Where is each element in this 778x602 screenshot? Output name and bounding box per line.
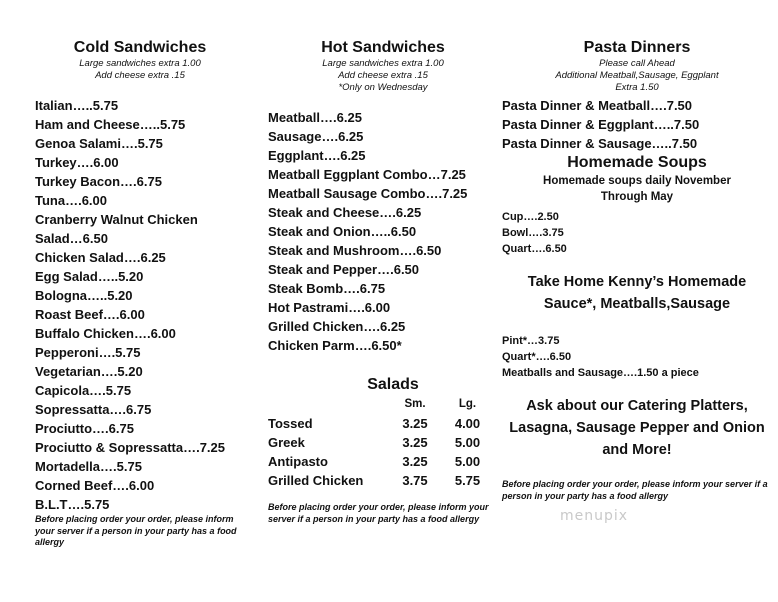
menu-item: Pasta Dinner & Meatball….7.50 [502, 98, 693, 113]
soup-item: Bowl….3.75 [502, 227, 564, 239]
size-large-header: Lg. [458, 398, 477, 410]
soups-title: Homemade Soups [567, 154, 707, 171]
menu-item: Roast Beef….6.00 [35, 307, 145, 322]
salads-title: Salads [367, 376, 419, 393]
menu-item: Egg Salad…..5.20 [35, 269, 144, 284]
salad-sm-price: 3.25 [402, 435, 428, 450]
salad-name: Greek [268, 435, 305, 450]
menu-item: Prociutto….6.75 [35, 421, 134, 436]
salad-lg-price: 4.00 [454, 416, 481, 431]
menu-item: Salad…6.50 [35, 231, 108, 246]
salad-name: Tossed [268, 416, 313, 431]
salad-name: Antipasto [268, 454, 328, 469]
hot-note: Large sandwiches extra 1.00 [322, 58, 444, 69]
menu-item: Sausage….6.25 [268, 129, 364, 144]
menu-item: Vegetarian….5.20 [35, 364, 143, 379]
salad-sm-price: 3.25 [402, 454, 428, 469]
menu-item: Chicken Parm….6.50* [268, 338, 402, 353]
take-home-title: Take Home Kenny’s Homemade Sauce*, Meatballs,Sausage [527, 274, 747, 312]
allergy-notice: Before placing order your order, please inform your server if a person in your party has a food allergy [502, 479, 768, 501]
menu-item: Capicola….5.75 [35, 383, 132, 398]
salad-row [268, 471, 495, 490]
watermark: menupix [560, 508, 629, 524]
pasta-note: Extra 1.50 [615, 82, 659, 93]
salad-lg-price: 5.75 [454, 473, 481, 488]
take-home-item: Meatballs and Sausage….1.50 a piece [502, 367, 699, 379]
menu-item: Hot Pastrami….6.00 [268, 300, 391, 315]
menu-item: Prociutto & Sopressatta….7.25 [35, 440, 225, 455]
salad-row [268, 452, 495, 471]
menu-item: Pasta Dinner & Sausage…..7.50 [502, 136, 698, 151]
pasta-note: Please call Ahead [599, 58, 675, 69]
menu-item: B.L.T….5.75 [35, 497, 110, 512]
menu-item: Grilled Chicken….6.25 [268, 319, 406, 334]
cold-note: Large sandwiches extra 1.00 [79, 58, 201, 69]
pasta-note: Additional Meatball,Sausage, Eggplant [555, 70, 719, 81]
cold-sandwiches-section [35, 38, 245, 549]
salad-sm-price: 3.25 [402, 416, 428, 431]
take-home-item: Pint*…3.75 [502, 335, 560, 347]
menu-item: Pasta Dinner & Eggplant…..7.50 [502, 117, 700, 132]
menu-item: Bologna…..5.20 [35, 288, 133, 303]
menu-item: Mortadella….5.75 [35, 459, 142, 474]
menu-item: Ham and Cheese…..5.75 [35, 117, 186, 132]
salad-lg-price: 5.00 [454, 435, 481, 450]
salads-table [268, 395, 495, 490]
menu-item: Buffalo Chicken….6.00 [35, 326, 176, 341]
salads-header-row [268, 395, 495, 414]
menu-item: Steak Bomb….6.75 [268, 281, 386, 296]
soups-subtitle: Homemade soups daily November Through May [543, 175, 731, 203]
hot-note: *Only on Wednesday [338, 82, 428, 93]
menu-item: Tuna….6.00 [35, 193, 108, 208]
catering-note: Ask about our Catering Platters, Lasagna, Sausage Pepper and Onion and More! [509, 398, 765, 458]
allergy-notice: Before placing order your order, please inform your server if a person in your party has a food allergy [268, 502, 489, 524]
soups-section [502, 153, 772, 257]
menu-item: Chicken Salad….6.25 [35, 250, 166, 265]
menu-item: Steak and Onion…..6.50 [268, 224, 417, 239]
salad-lg-price: 5.00 [454, 454, 481, 469]
cold-note: Add cheese extra .15 [95, 70, 185, 81]
menu-item: Steak and Cheese….6.25 [268, 205, 422, 220]
hot-note: Add cheese extra .15 [338, 70, 428, 81]
soup-item: Quart….6.50 [502, 243, 567, 255]
cold-title: Cold Sandwiches [73, 39, 207, 56]
soup-item: Cup….2.50 [502, 211, 559, 223]
hot-title: Hot Sandwiches [321, 39, 445, 56]
menu-item: Italian…..5.75 [35, 98, 119, 113]
salad-row [268, 433, 495, 452]
menu-item: Steak and Mushroom….6.50 [268, 243, 442, 258]
salad-name: Grilled Chicken [268, 473, 364, 488]
menu-item: Eggplant….6.25 [268, 148, 366, 163]
salad-sm-price: 3.75 [402, 473, 428, 488]
menu-item: Genoa Salami….5.75 [35, 136, 163, 151]
menu-item: Cranberry Walnut Chicken [35, 212, 198, 227]
hot-sandwiches-section [268, 38, 498, 525]
size-small-header: Sm. [404, 398, 426, 410]
pasta-title: Pasta Dinners [583, 39, 691, 56]
menu-item: Meatball….6.25 [268, 110, 362, 125]
menu-item: Turkey Bacon….6.75 [35, 174, 162, 189]
menu-item: Pepperoni….5.75 [35, 345, 141, 360]
menu-item: Turkey….6.00 [35, 155, 119, 170]
pasta-dinners-section [502, 38, 772, 502]
salad-row [268, 414, 495, 433]
salads-section [268, 375, 498, 490]
menu-item: Meatball Sausage Combo….7.25 [268, 186, 468, 201]
allergy-notice: Before placing order your order, please inform your server if a person in your party has a food allergy [35, 514, 237, 547]
take-home-item: Quart*….6.50 [502, 351, 572, 363]
menu-item: Steak and Pepper….6.50 [268, 262, 420, 277]
menu-item: Meatball Eggplant Combo…7.25 [268, 167, 466, 182]
menu-item: Sopressatta….6.75 [35, 402, 152, 417]
menu-item: Corned Beef….6.00 [35, 478, 155, 493]
take-home-section [502, 271, 772, 381]
